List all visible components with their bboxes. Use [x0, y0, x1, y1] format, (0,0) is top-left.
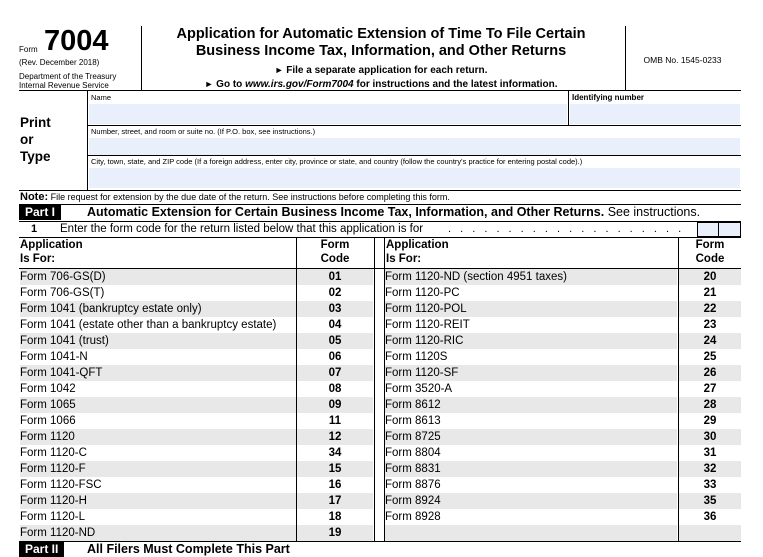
application-form-name: Form 8831: [385, 461, 677, 477]
column-header-application-right-1: Application: [386, 239, 449, 251]
form-code-value: 29: [703, 415, 717, 427]
column-header-application: [20, 239, 83, 266]
form-code-value: 15: [297, 461, 373, 477]
instruction-separate: [141, 65, 621, 76]
name-label: Name: [91, 93, 112, 102]
form-code-value: 35: [679, 493, 741, 509]
table-row: [19, 381, 741, 397]
part-1-title: [87, 205, 700, 220]
table-row: [19, 445, 741, 461]
instruction-website-prefix: Go to: [216, 79, 246, 90]
form-code-value: 19: [297, 525, 373, 541]
form-number: 7004: [44, 25, 109, 57]
application-form-name: Form 1120-ND (section 4951 taxes): [385, 269, 677, 285]
application-form-name: Form 1041-QFT: [20, 365, 296, 381]
form-code-value: 12: [297, 429, 373, 445]
form-code-value: 30: [679, 429, 741, 445]
form-code-value: 02: [328, 287, 342, 299]
note-label: Note:: [20, 191, 49, 203]
form-code-value: 22: [679, 301, 741, 317]
application-form-name: Form 1041 (trust): [20, 333, 296, 349]
table-row: [19, 317, 741, 333]
form-code-value: 31: [703, 447, 717, 459]
form-title-line1: Application for Automatic Extension of Time To File Certain: [176, 26, 586, 42]
form-code-value: 08: [328, 383, 342, 395]
application-form-name: Form 8924: [385, 493, 677, 509]
address-input[interactable]: [89, 138, 740, 155]
application-form-name: Form 8928: [385, 511, 441, 523]
form-code-value: 24: [679, 333, 741, 349]
form-code-value: 01: [297, 269, 373, 285]
table-row: [19, 477, 741, 493]
arrow-right-icon: ►: [204, 79, 214, 89]
application-form-name: Form 1066: [20, 415, 76, 427]
application-form-name: Form 1120-L: [20, 511, 85, 523]
application-form-name: Form 1065: [20, 397, 296, 413]
application-form-name: Form 8804: [385, 447, 441, 459]
application-form-name: Form 1120-F: [20, 461, 296, 477]
part-1-title-suffix: See instructions.: [604, 205, 701, 219]
form-code-value: 25: [703, 351, 717, 363]
table-row: [19, 493, 741, 509]
form-code-value: 32: [679, 461, 741, 477]
arrow-right-icon: ►: [274, 65, 284, 75]
application-form-name: Form 1120-ND: [20, 525, 296, 541]
table-row: [19, 461, 741, 477]
print-label-3: Type: [20, 149, 51, 164]
application-form-name: Form 1120-PC: [385, 287, 460, 299]
application-form-name: Form 1120-FSC: [20, 479, 102, 491]
instruction-website: [141, 79, 621, 90]
application-form-name: Form 1120-SF: [385, 365, 677, 381]
form-code-value: [679, 525, 741, 541]
form-code-value: 34: [328, 447, 342, 459]
table-row: [19, 301, 741, 317]
form-code-input[interactable]: [697, 222, 741, 237]
application-form-name: Form 1041-N: [20, 351, 88, 363]
form-code-value: 27: [703, 383, 717, 395]
application-form-name: Form 1041 (bankruptcy estate only): [20, 301, 296, 317]
form-code-value: 23: [703, 319, 717, 331]
form-code-value: 03: [297, 301, 373, 317]
table-row: [19, 285, 741, 301]
print-label-2: or: [20, 132, 34, 147]
agency: Internal Revenue Service: [19, 81, 109, 90]
application-form-name: Form 1041 (estate other than a bankruptcy estate): [20, 319, 277, 331]
application-form-name: Form 1120-REIT: [385, 319, 470, 331]
application-form-name: Form 8612: [385, 397, 677, 413]
form-code-value: 21: [703, 287, 717, 299]
column-header-code-right: [679, 239, 741, 266]
form-code-value: 16: [328, 479, 342, 491]
instruction-website-suffix: for instructions and the latest information.: [353, 79, 558, 90]
application-form-name: Form 706-GS(D): [20, 269, 296, 285]
form-code-value: 36: [703, 511, 717, 523]
table-row: [19, 397, 741, 413]
table-row: [19, 525, 741, 541]
city-label: City, town, state, and ZIP code (If a foreign address, enter city, province or state, and country (follow the country's practice for entering postal code).): [91, 157, 583, 166]
part-1-title-text: Automatic Extension for Certain Business Income Tax, Information, and Other Returns.: [87, 205, 605, 219]
application-form-name: Form 1042: [20, 383, 76, 395]
table-row: [19, 509, 741, 525]
form-code-value: 05: [297, 333, 373, 349]
note-text: File request for extension by the due date of the return. See instructions before completing this form.: [48, 192, 450, 202]
form-code-value: 06: [328, 351, 342, 363]
form-code-value: 18: [328, 511, 342, 523]
form-title-line2: Business Income Tax, Information, and Other Returns: [195, 43, 567, 59]
instruction-separate-text: File a separate application for each return.: [286, 65, 488, 76]
part-1-label: Part I: [19, 205, 61, 220]
application-form-name: Form 1120-H: [20, 493, 296, 509]
column-header-code-2: Code: [320, 252, 350, 265]
print-label-1: Print: [20, 115, 51, 130]
line-1-dots: . . . . . . . . . . . . . . . . . . . .: [448, 223, 685, 235]
irs-website-link[interactable]: www.irs.gov/Form7004: [245, 79, 354, 90]
column-header-application-2: Is For:: [20, 252, 56, 265]
application-form-name: Form 8725: [385, 429, 677, 445]
form-code-value: 28: [679, 397, 741, 413]
table-row: [19, 429, 741, 445]
name-input[interactable]: [89, 104, 567, 124]
application-form-name: [385, 525, 677, 541]
application-form-name: Form 706-GS(T): [20, 287, 105, 299]
table-row: [19, 365, 741, 381]
application-form-name: Form 8613: [385, 415, 441, 427]
application-form-name: Form 1120-RIC: [385, 333, 677, 349]
column-header-code-1: Form: [320, 239, 350, 251]
table-row: [19, 333, 741, 349]
form-code-value: 20: [679, 269, 741, 285]
application-form-name: Form 1120-POL: [385, 301, 677, 317]
application-form-name: Form 1120: [20, 429, 296, 445]
city-state-zip-input[interactable]: [89, 168, 740, 188]
form-code-value: 26: [679, 365, 741, 381]
omb-number: OMB No. 1545-0233: [643, 55, 722, 65]
application-form-name: Form 3520-A: [385, 383, 453, 395]
form-code-value: 07: [297, 365, 373, 381]
table-row: [19, 349, 741, 365]
identifying-number-input[interactable]: [570, 104, 740, 124]
application-form-name: Form 1120S: [385, 351, 448, 363]
address-label: Number, street, and room or suite no. (If P.O. box, see instructions.): [91, 127, 316, 136]
department: Department of the Treasury: [19, 72, 117, 81]
note: [20, 191, 450, 203]
column-header-code-right-2: Code: [695, 252, 725, 265]
form-code-value: 17: [297, 493, 373, 509]
column-header-code-right-1: Form: [695, 239, 725, 251]
line-1-number: 1: [31, 223, 38, 235]
column-header-application-right: [386, 239, 449, 266]
form-code-value: 11: [328, 415, 342, 427]
print-label: [20, 114, 51, 165]
part-2-label: Part II: [19, 542, 64, 557]
table-row: [19, 269, 741, 285]
form-label: Form: [19, 45, 38, 54]
part-2-title: All Filers Must Complete This Part: [87, 542, 290, 556]
line-1-text: Enter the form code for the return listed below that this application is for: [60, 223, 424, 235]
form-code-value: 09: [297, 397, 373, 413]
column-header-application-right-2: Is For:: [386, 252, 422, 265]
column-header-code: [297, 239, 373, 266]
identifying-number-label: Identifying number: [572, 93, 644, 102]
application-form-name: Form 8876: [385, 479, 441, 491]
form-code-value: 04: [328, 319, 342, 331]
table-row: [19, 413, 741, 429]
application-form-name: Form 1120-C: [20, 447, 87, 459]
column-header-application-1: Application: [20, 239, 83, 251]
revision-date: (Rev. December 2018): [19, 58, 100, 67]
form-code-value: 33: [703, 479, 717, 491]
